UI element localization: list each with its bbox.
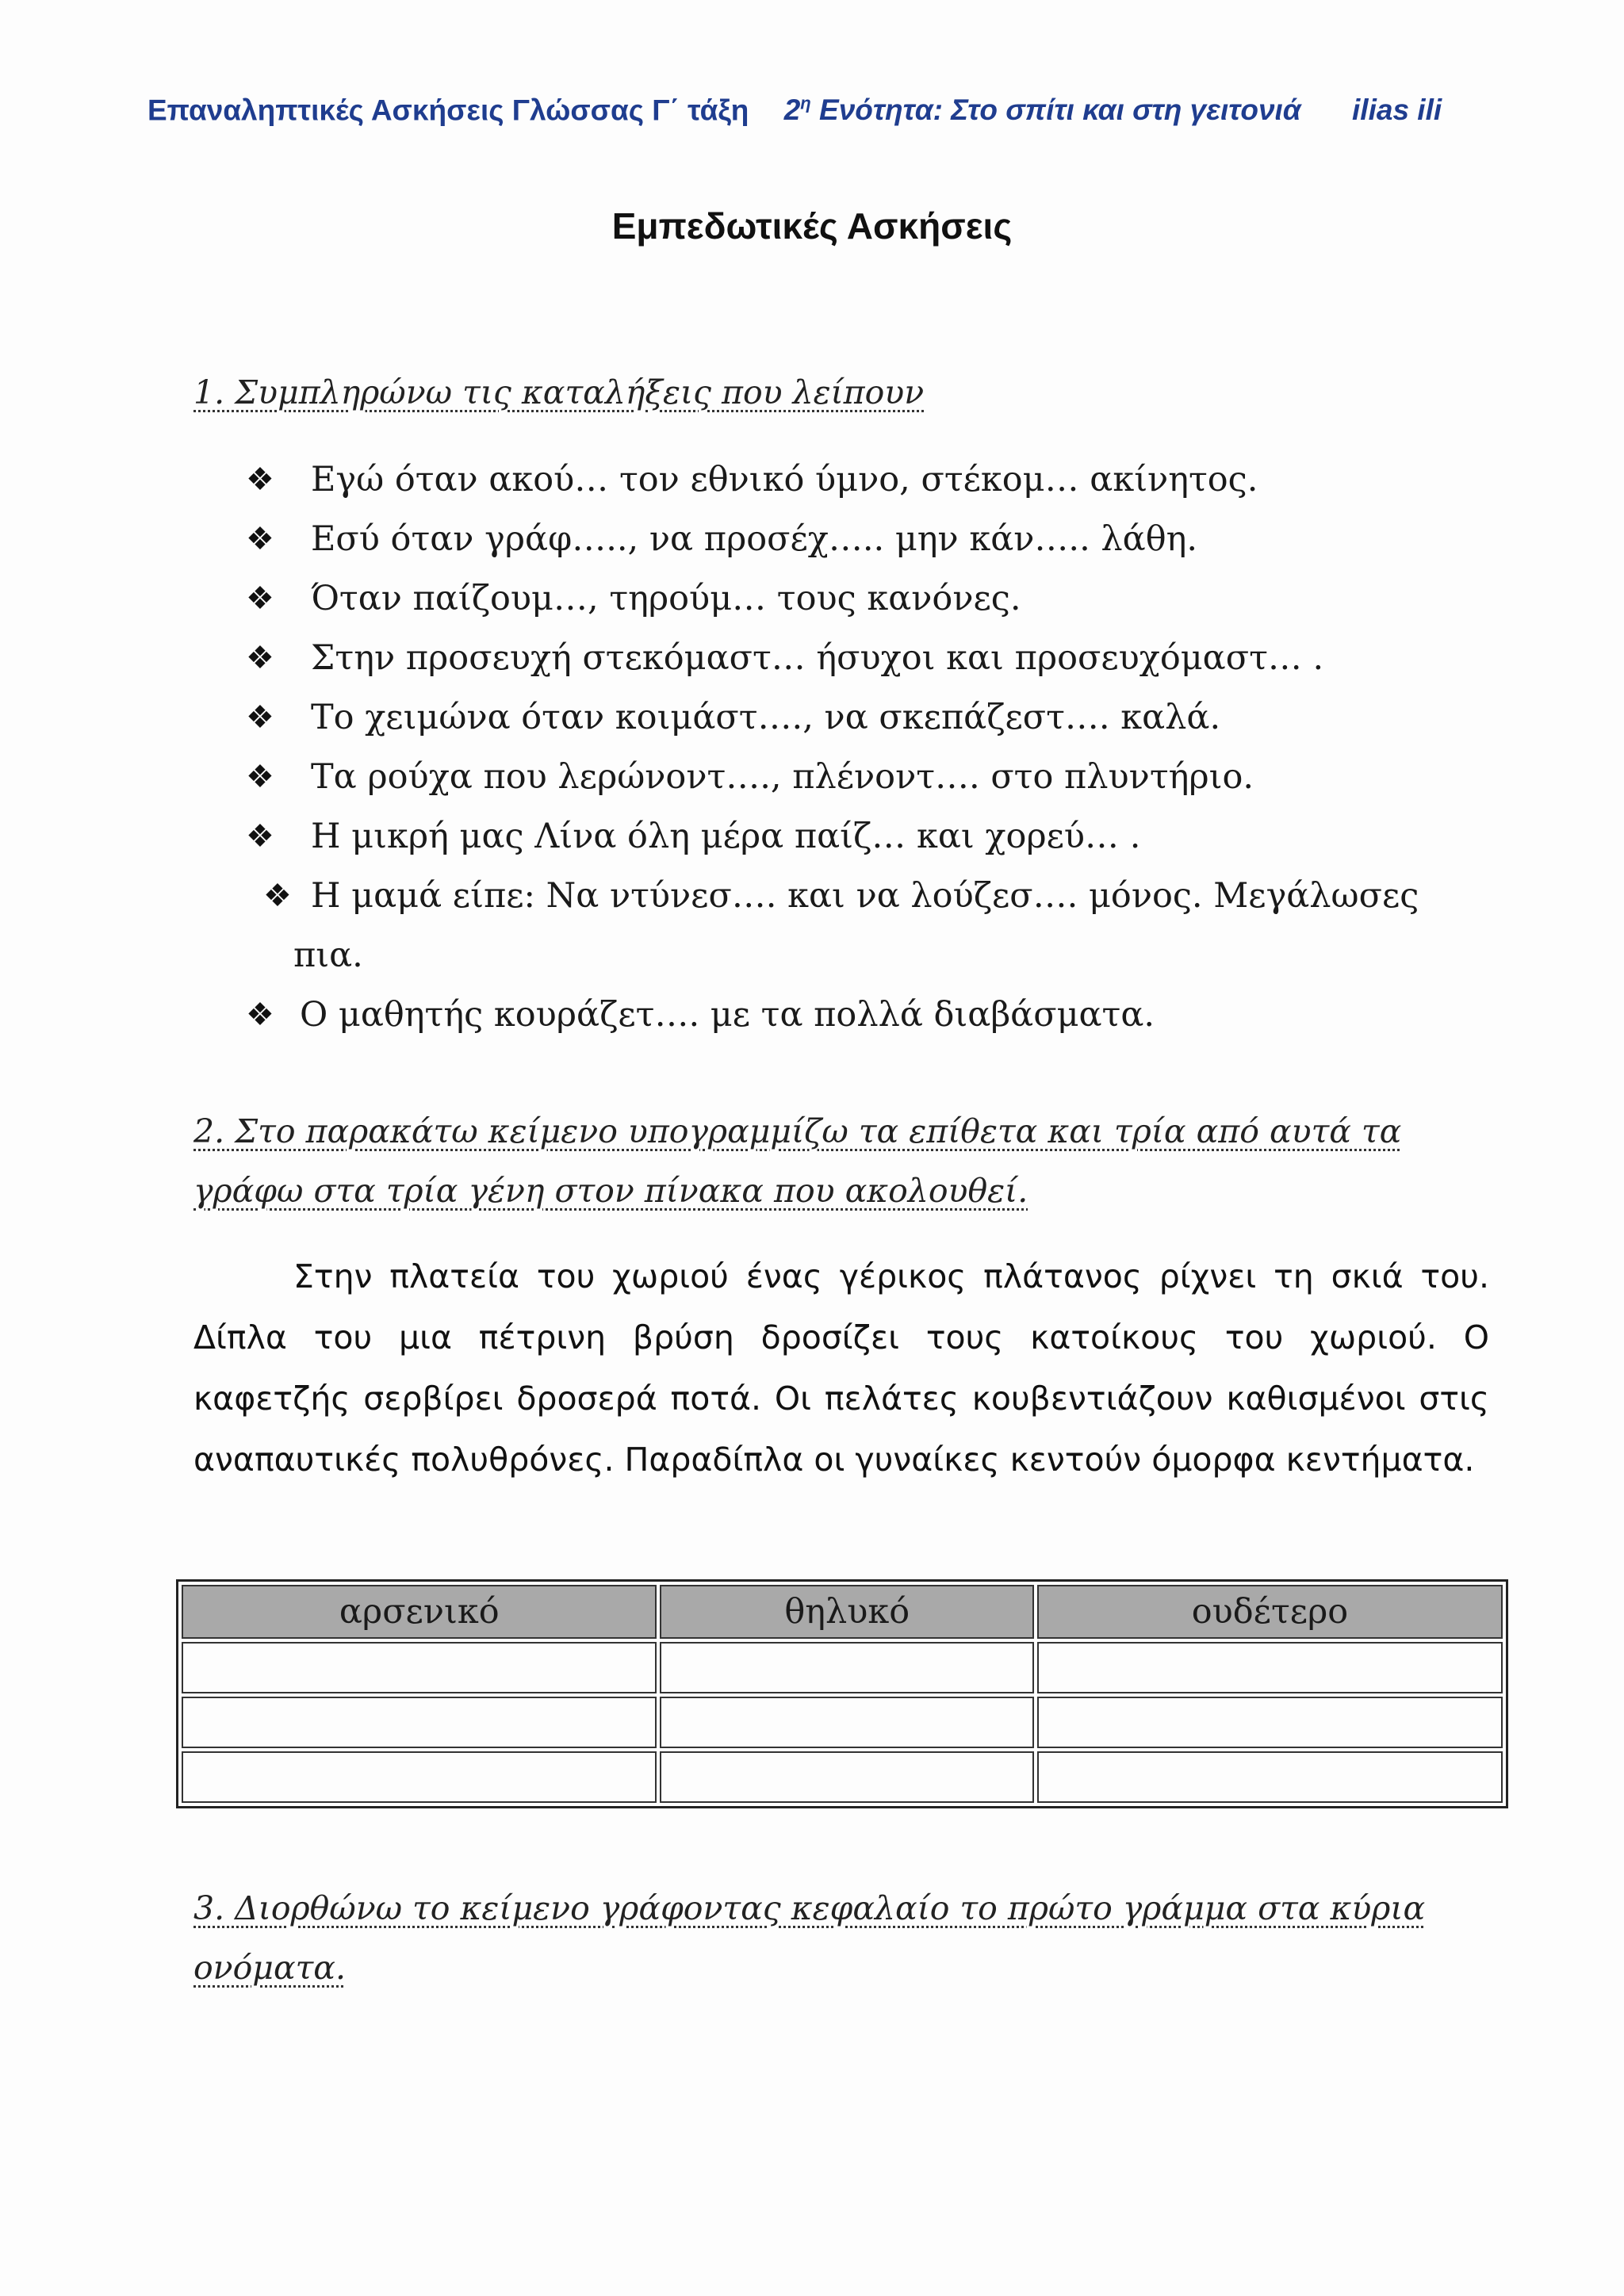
- list-item: [238, 867, 1475, 985]
- header-unit-number: 2: [783, 94, 801, 127]
- page-header: [147, 94, 1511, 127]
- diamond-bullet-icon: ❖: [246, 699, 274, 736]
- list-item: [238, 688, 1475, 748]
- list-item: [238, 569, 1475, 629]
- header-unit-text: Ενότητα: Στο σπίτι και στη γειτονιά: [810, 94, 1301, 127]
- exercise-1-heading: [193, 363, 1502, 423]
- header-unit-sup: η: [800, 94, 811, 113]
- list-item-text: Εγώ όταν ακού… τον εθνικό ύμνο, στέκομ… ακίνητος.: [311, 460, 1258, 499]
- exercise-1-list: [238, 450, 1475, 1045]
- diamond-bullet-icon: ❖: [246, 580, 274, 617]
- table-cell[interactable]: [660, 1642, 1034, 1693]
- table-cell[interactable]: [660, 1751, 1034, 1803]
- header-title: Επαναληπτικές Ασκήσεις Γλώσσας Γ΄ τάξη: [147, 94, 749, 127]
- column-header-masculine: αρσενικό: [182, 1585, 657, 1639]
- diamond-bullet-icon: ❖: [263, 878, 292, 914]
- table-cell[interactable]: [182, 1642, 657, 1693]
- column-header-neuter: ουδέτερο: [1037, 1585, 1503, 1639]
- diamond-bullet-icon: ❖: [246, 818, 274, 855]
- list-item: [238, 629, 1475, 688]
- list-item-text: Η μαμά είπε: Να ντύνεσ…. και να λούζεσ…. μόνος. Μεγάλωσες πια.: [293, 876, 1419, 975]
- diamond-bullet-icon: ❖: [246, 521, 274, 557]
- table-row: [182, 1697, 1503, 1748]
- table-cell[interactable]: [1037, 1751, 1503, 1803]
- table-row: [182, 1751, 1503, 1803]
- table-cell[interactable]: [182, 1697, 657, 1748]
- table-row: [182, 1642, 1503, 1693]
- list-item-text: Το χειμώνα όταν κοιμάστ…., να σκεπάζεστ…. καλά.: [311, 698, 1221, 737]
- list-item-text: Στην προσευχή στεκόμαστ… ήσυχοι και προσευχόμαστ… .: [311, 638, 1324, 678]
- table-cell[interactable]: [1037, 1697, 1503, 1748]
- table-cell[interactable]: [660, 1697, 1034, 1748]
- list-item: [238, 450, 1475, 510]
- table-cell[interactable]: [182, 1751, 657, 1803]
- exercise-2-passage: Στην πλατεία του χωριού ένας γέρικος πλάτανος ρίχνει τη σκιά του. Δίπλα του μια πέτρινη βρύση δροσίζει τους κατοίκους του χωριού. Ο καφετζής σερβίρει δροσερά ποτά. Οι πελάτες κουβεντιάζουν καθισμένοι στις αναπαυτικές πολυθρόνες. Παραδίπλα οι γυναίκες κεντούν όμορφα κεντήματα.: [193, 1257, 1489, 1479]
- list-item-text: Ο μαθητής κουράζετ…. με τα πολλά διαβάσματα.: [300, 995, 1155, 1035]
- header-author: ilias ili: [1352, 94, 1442, 127]
- diamond-bullet-icon: ❖: [246, 997, 274, 1033]
- diamond-bullet-icon: ❖: [246, 461, 274, 498]
- list-item-text: Εσύ όταν γράφ….., να προσέχ….. μην κάν….. λάθη.: [311, 519, 1198, 559]
- list-item: [238, 807, 1475, 867]
- exercise-3-heading: [193, 1879, 1502, 1998]
- exercise-2-heading: [193, 1102, 1502, 1221]
- list-item-text: Η μικρή μας Λίνα όλη μέρα παίζ… και χορεύ… .: [311, 817, 1141, 856]
- header-unit: [784, 94, 1301, 126]
- table-header-row: [182, 1585, 1503, 1639]
- exercise-3-heading-text: 3. Διορθώνω το κείμενο γράφοντας κεφαλαίο το πρώτο γράμμα στα κύρια ονόματα.: [193, 1889, 1426, 1987]
- list-item-text: Όταν παίζουμ…, τηρούμ… τους κανόνες.: [311, 579, 1021, 618]
- diamond-bullet-icon: ❖: [246, 640, 274, 676]
- page-title: Εμπεδωτικές Ασκήσεις: [611, 205, 1013, 247]
- column-header-feminine: θηλυκό: [660, 1585, 1034, 1639]
- list-item: [238, 748, 1475, 807]
- list-item: [238, 510, 1475, 569]
- exercise-1-heading-text: 1. Συμπληρώνω τις καταλήξεις που λείπουν: [193, 373, 925, 411]
- diamond-bullet-icon: ❖: [246, 759, 274, 795]
- table-cell[interactable]: [1037, 1642, 1503, 1693]
- gender-table: [176, 1579, 1508, 1808]
- exercise-2-heading-text: 2. Στο παρακάτω κείμενο υπογραμμίζω τα επίθετα και τρία από αυτά τα γράφω στα τρία γένη στον πίνακα που ακολουθεί.: [193, 1112, 1402, 1210]
- list-item-text: Τα ρούχα που λερώνοντ…., πλένοντ…. στο πλυντήριο.: [311, 757, 1254, 797]
- list-item: [238, 985, 1475, 1045]
